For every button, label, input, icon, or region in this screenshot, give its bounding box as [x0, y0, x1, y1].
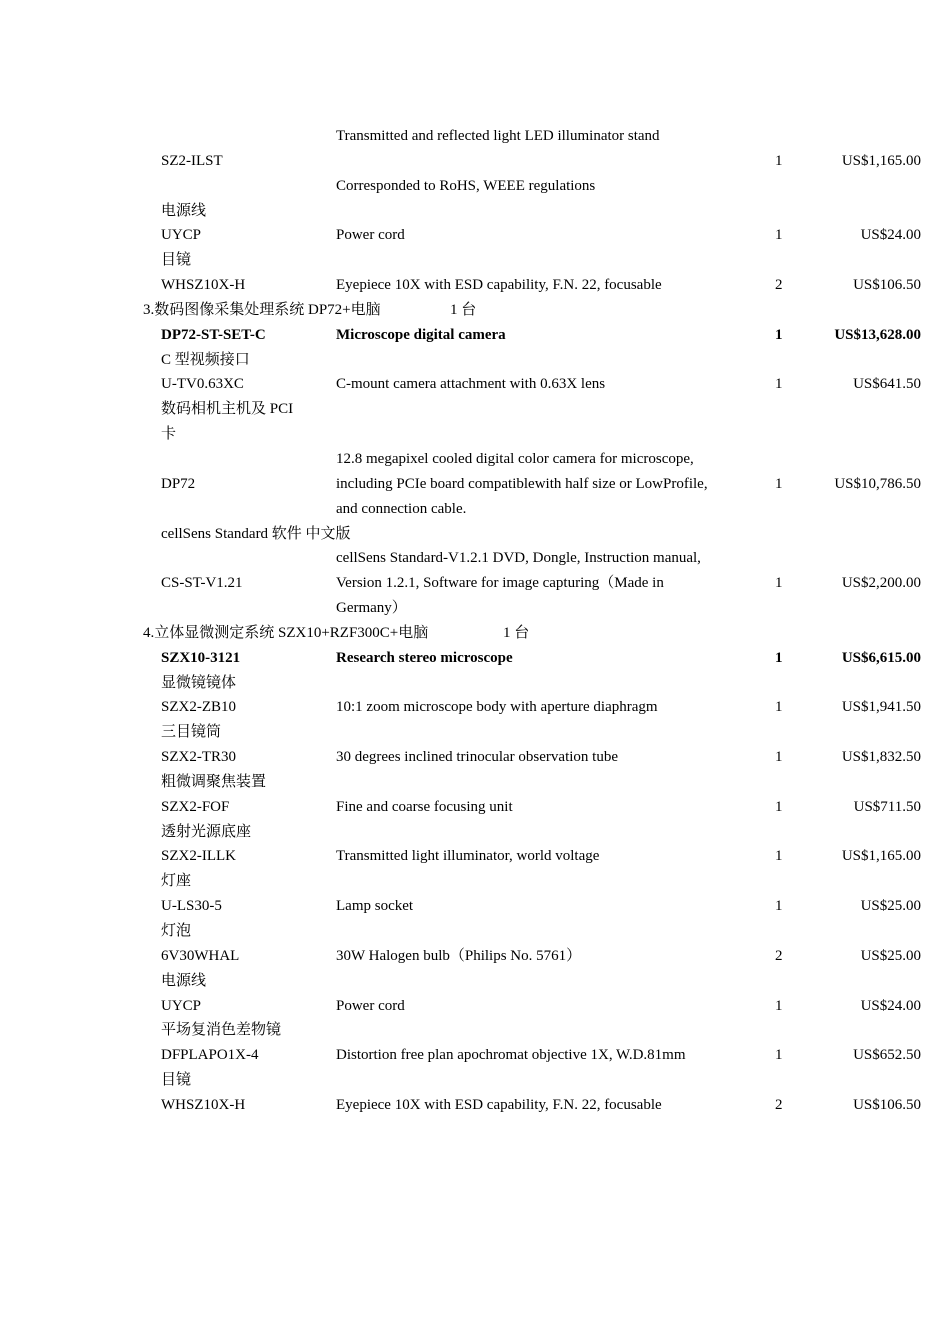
- part-number: 灯座: [161, 873, 192, 890]
- section-count: 1 台: [503, 624, 530, 641]
- quantity: 2: [775, 277, 783, 294]
- table-row: [0, 323, 950, 348]
- part-number: 粗微调聚焦装置: [161, 773, 267, 790]
- quantity: 1: [775, 649, 783, 666]
- quantity: 2: [775, 947, 783, 964]
- description: Transmitted and reflected light LED illuminator stand: [336, 128, 660, 144]
- part-number: 卡: [161, 426, 177, 443]
- unit-price: US$10,786.50: [834, 475, 921, 492]
- description: 30W Halogen bulb（Philips No. 5761）: [336, 947, 582, 964]
- description: 12.8 megapixel cooled digital color camera for microscope,: [336, 450, 694, 467]
- quantity: 1: [775, 997, 783, 1014]
- part-number: 6V30WHAL: [161, 947, 240, 964]
- section-count: 1 台: [450, 301, 477, 318]
- part-number: SZX2-ILLK: [161, 848, 236, 865]
- part-number: 显微镜镜体: [161, 674, 237, 691]
- table-row: [0, 546, 950, 571]
- table-row: [0, 646, 950, 671]
- description: Power cord: [336, 997, 405, 1014]
- unit-price: US$6,615.00: [841, 649, 921, 666]
- quantity: 2: [775, 1096, 783, 1113]
- table-row: [0, 1018, 950, 1043]
- section-heading: [0, 298, 950, 323]
- part-number: DP72-ST-SET-C: [161, 326, 266, 343]
- quantity: 1: [775, 749, 783, 766]
- description: Distortion free plan apochromat objective 1X, W.D.81mm: [336, 1047, 686, 1064]
- table-row: [0, 844, 950, 869]
- part-number: 电源线: [161, 202, 207, 219]
- part-number: UYCP: [161, 227, 202, 244]
- unit-price: US$1,941.50: [841, 699, 921, 716]
- table-row: [0, 770, 950, 795]
- description: Lamp socket: [336, 898, 414, 915]
- table-row: [0, 671, 950, 696]
- part-number: UYCP: [161, 997, 202, 1014]
- quantity: 1: [775, 326, 783, 343]
- part-number: C 型视频接口: [161, 351, 250, 368]
- quantity: 1: [775, 848, 783, 865]
- table-row: [0, 745, 950, 770]
- description: 10:1 zoom microscope body with aperture diaphragm: [336, 699, 658, 716]
- unit-price: US$25.00: [860, 947, 921, 964]
- table-row: [0, 869, 950, 894]
- table-row: [0, 372, 950, 397]
- part-number: CS-ST-V1.21: [161, 575, 243, 592]
- part-number: WHSZ10X-H: [161, 277, 246, 294]
- table-row: [0, 149, 950, 174]
- table-row: [0, 695, 950, 720]
- table-row: [0, 795, 950, 820]
- part-number: SZX2-ZB10: [161, 699, 236, 716]
- part-number: SZX10-3121: [161, 649, 241, 666]
- table-row: [0, 348, 950, 373]
- quantity: 1: [775, 699, 783, 716]
- table-row: [0, 894, 950, 919]
- quantity: 1: [775, 152, 783, 169]
- table-row: [0, 944, 950, 969]
- section-title: 3.数码图像采集处理系统 DP72+电脑: [143, 301, 381, 318]
- unit-price: US$1,165.00: [841, 848, 921, 865]
- table-row: [0, 199, 950, 224]
- part-number: 灯泡: [161, 923, 192, 939]
- table-row: [0, 223, 950, 248]
- part-number: cellSens Standard 软件 中文版: [161, 525, 351, 542]
- description: Power cord: [336, 227, 405, 244]
- table-row: [0, 919, 950, 944]
- unit-price: US$106.50: [853, 277, 921, 294]
- unit-price: US$24.00: [860, 227, 921, 244]
- description: Research stereo microscope: [336, 649, 513, 666]
- part-number: DP72: [161, 475, 196, 492]
- price-list: [0, 124, 950, 1118]
- unit-price: US$711.50: [853, 798, 921, 815]
- description: Version 1.2.1, Software for image capturing（Made in: [336, 575, 664, 592]
- table-row: [0, 596, 950, 621]
- table-row: [0, 174, 950, 199]
- part-number: 平场复消色差物镜: [161, 1022, 282, 1039]
- table-row: [0, 720, 950, 745]
- description: Transmitted light illuminator, world voltage: [336, 848, 600, 865]
- table-row: [0, 248, 950, 273]
- part-number: 透射光源底座: [161, 823, 252, 840]
- quantity: 1: [775, 798, 783, 815]
- unit-price: US$24.00: [860, 997, 921, 1014]
- description: Fine and coarse focusing unit: [336, 798, 513, 815]
- description: C-mount camera attachment with 0.63X lens: [336, 376, 606, 393]
- table-row: [0, 273, 950, 298]
- table-row: [0, 124, 950, 149]
- section-heading: [0, 621, 950, 646]
- part-number: SZ2-ILST: [161, 152, 223, 169]
- part-number: 三目镜筒: [161, 724, 222, 741]
- description: Eyepiece 10X with ESD capability, F.N. 22, focusable: [336, 1096, 662, 1113]
- unit-price: US$1,165.00: [841, 152, 921, 169]
- table-row: [0, 397, 950, 422]
- table-row: [0, 1068, 950, 1093]
- table-row: [0, 820, 950, 845]
- table-row: [0, 497, 950, 522]
- unit-price: US$13,628.00: [834, 326, 921, 343]
- unit-price: US$106.50: [853, 1096, 921, 1113]
- table-row: [0, 522, 950, 547]
- description: Microscope digital camera: [336, 326, 506, 343]
- part-number: SZX2-TR30: [161, 749, 236, 766]
- unit-price: US$1,832.50: [841, 749, 921, 766]
- table-row: [0, 1043, 950, 1068]
- quantity: 1: [775, 227, 783, 244]
- table-row: [0, 422, 950, 447]
- description: including PCIe board compatiblewith half size or LowProfile,: [336, 475, 708, 492]
- part-number: 目镜: [161, 1072, 192, 1089]
- table-row: [0, 571, 950, 596]
- description: Germany）: [336, 600, 407, 617]
- unit-price: US$25.00: [860, 898, 921, 915]
- description: Corresponded to RoHS, WEEE regulations: [336, 177, 596, 194]
- table-row: [0, 1093, 950, 1118]
- description: cellSens Standard-V1.2.1 DVD, Dongle, Instruction manual,: [336, 550, 701, 567]
- section-title: 4.立体显微测定系统 SZX10+RZF300C+电脑: [143, 624, 429, 641]
- description: Eyepiece 10X with ESD capability, F.N. 22, focusable: [336, 277, 662, 294]
- part-number: WHSZ10X-H: [161, 1096, 246, 1113]
- part-number: SZX2-FOF: [161, 798, 230, 815]
- unit-price: US$641.50: [853, 376, 921, 393]
- part-number: U-LS30-5: [161, 898, 222, 915]
- unit-price: US$652.50: [853, 1047, 921, 1064]
- part-number: 数码相机主机及 PCI: [161, 401, 294, 418]
- quantity: 1: [775, 376, 783, 393]
- part-number: 目镜: [161, 252, 192, 269]
- table-row: [0, 969, 950, 994]
- table-row: [0, 472, 950, 497]
- quantity: 1: [775, 1047, 783, 1064]
- quantity: 1: [775, 898, 783, 915]
- unit-price: US$2,200.00: [841, 575, 921, 592]
- table-row: [0, 994, 950, 1019]
- table-row: [0, 447, 950, 472]
- part-number: 电源线: [161, 972, 207, 989]
- description: and connection cable.: [336, 500, 467, 517]
- description: 30 degrees inclined trinocular observation tube: [336, 749, 618, 766]
- quantity: 1: [775, 575, 783, 592]
- part-number: U-TV0.63XC: [161, 376, 244, 393]
- quantity: 1: [775, 475, 783, 492]
- part-number: DFPLAPO1X-4: [161, 1047, 259, 1064]
